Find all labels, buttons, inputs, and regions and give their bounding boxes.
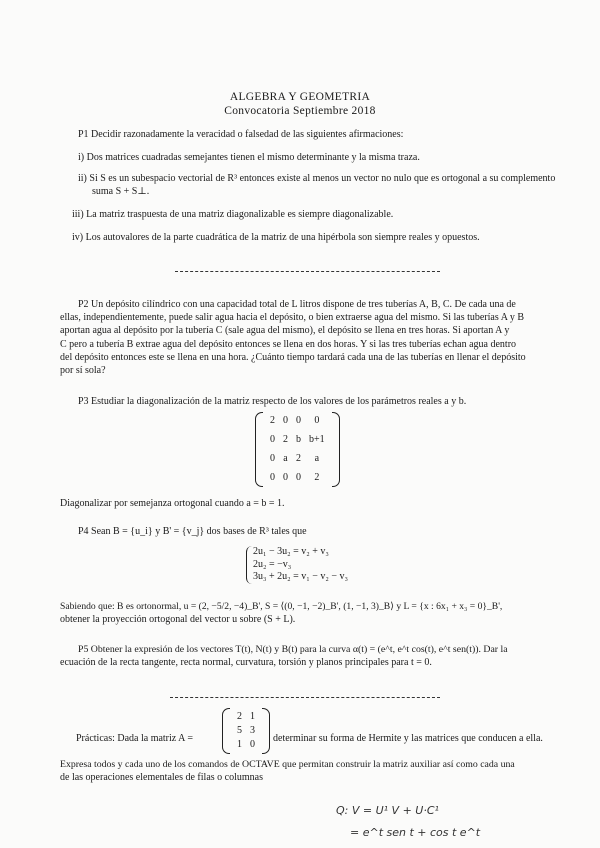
matrix-cell: a: [283, 453, 288, 464]
p3-matrix: [255, 412, 340, 487]
matrix-cell: 2: [283, 434, 288, 445]
matrix-cell: 0: [270, 453, 275, 464]
p2-line: del depósito entonces este se llena en una hora. ¿Cuánto tiempo tardará cada una de las tuberías en llenar el depósito: [60, 351, 526, 363]
matrix-right-paren: [262, 708, 270, 754]
practicas-matrix: [222, 708, 270, 754]
practicas-line2: Expresa todos y cada uno de los comandos de OCTAVE que permitan construir la matriz auxiliar así como cada una: [60, 759, 515, 770]
matrix-cell: 2: [237, 711, 242, 722]
matrix-cell: 2: [296, 453, 301, 464]
matrix-left-paren: [255, 412, 263, 487]
matrix-cell: 1: [250, 711, 255, 722]
p1-item-iii: iii) La matriz traspuesta de una matriz diagonalizable es siempre diagonalizable.: [72, 209, 394, 220]
p5-line2: ecuación de la recta tangente, recta normal, curvatura, torsión y planos principales para t = 0.: [60, 657, 432, 668]
matrix-cell: 1: [237, 739, 242, 750]
p3-matrix-grid: [263, 412, 332, 487]
matrix-cell: 0: [296, 415, 301, 426]
p2-paragraph: [60, 298, 560, 377]
p1-item-ii-cont: suma S + S⊥.: [92, 186, 150, 197]
p3-intro: P3 Estudiar la diagonalización de la matriz respecto de los valores de los parámetros reales a y b.: [78, 396, 467, 407]
exam-title: ALGEBRA Y GEOMETRIA: [229, 91, 371, 103]
p1-intro: P1 Decidir razonadamente la veracidad o falsedad de las siguientes afirmaciones:: [78, 129, 404, 140]
matrix-cell: b: [296, 434, 301, 445]
separator-1: [175, 271, 440, 272]
p1-item-iv: iv) Los autovalores de la parte cuadrática de la matriz de una hipérbola son siempre reales y opuestos.: [72, 232, 480, 243]
p5-line1: P5 Obtener la expresión de los vectores T(t), N(t) y B(t) para la curva α(t) = (e^t, e^t cos(t), e^t sen(t)). Dar la: [78, 644, 508, 655]
p3-outro: Diagonalizar por semejanza ortogonal cuando a = b = 1.: [60, 498, 285, 509]
p4-line2: obtener la proyección ortogonal del vector u sobre (S + L).: [60, 614, 296, 625]
practicas-prefix: Prácticas: Dada la matriz A =: [76, 733, 193, 744]
matrix-cell: 0: [270, 472, 275, 483]
practicas-matrix-grid: [230, 708, 262, 754]
matrix-cell: b+1: [309, 434, 325, 445]
practicas-line3: de las operaciones elementales de filas o columnas: [60, 772, 263, 783]
matrix-left-paren: [222, 708, 230, 754]
matrix-cell: 0: [283, 472, 288, 483]
p2-line: aportan agua al depósito por la tubería C (sale agua del mismo), el depósito se llena en tres horas. Si aportan A y: [60, 325, 510, 337]
p2-line: P2 Un depósito cilíndrico con una capacidad total de L litros dispone de tres tuberías A, B, C. De cada una de: [78, 299, 516, 310]
p4-intro: P4 Sean B = {u_i} y B' = {v_j} dos bases de R³ tales que: [78, 526, 307, 537]
matrix-cell: 0: [250, 739, 255, 750]
p4-line1: Sabiendo que: B es ortonormal, u = (2, −5/2, −4)_B', S = ⟨(0, −1, −2)_B', (1, −1, 3)_B⟩ y L = {x : 6x₁ + x₃ = 0}_B',: [60, 601, 503, 612]
p1-item-ii: ii) Si S es un subespacio vectorial de R³ entonces existe al menos un vector no nulo que es ortogonal a su complemento: [78, 173, 556, 184]
p4-equation: 2u₁ − 3u₂ = v₂ + v₃: [253, 546, 329, 557]
separator-2: [170, 697, 440, 698]
matrix-cell: 0: [314, 415, 320, 426]
p2-line: ellas, independientemente, puede salir agua hacia el depósito, o bien extraerse agua del mismo. Si las tuberías A y B: [60, 312, 525, 324]
practicas-suffix: determinar su forma de Hermite y las matrices que conducen a ella.: [273, 733, 543, 744]
p4-system: [246, 546, 348, 584]
matrix-cell: 3: [250, 725, 255, 736]
matrix-cell: 5: [237, 725, 242, 736]
matrix-cell: 2: [270, 415, 275, 426]
handwritten-note-2: = e^t sen t + cos t e^t: [350, 826, 481, 839]
matrix-cell: 0: [283, 415, 288, 426]
matrix-cell: 0: [296, 472, 301, 483]
p4-equation: 3u₃ + 2u₂ = v₁ − v₂ − v₃: [253, 571, 348, 582]
matrix-cell: 0: [270, 434, 275, 445]
matrix-right-paren: [332, 412, 340, 487]
matrix-cell: a: [314, 453, 320, 464]
handwritten-note-1: Q: V = U¹ V + U·C¹: [336, 804, 439, 817]
exam-subtitle: Convocatoria Septiembre 2018: [224, 105, 376, 117]
p4-equation: 2u₂ = −v₃: [253, 558, 292, 570]
p2-line: C pero a tubería B extrae agua del depósito entonces se llena en dos horas. Y si las tres tuberías echan agua dentro: [60, 338, 517, 350]
p2-line: por sí sola?: [60, 365, 106, 377]
matrix-cell: 2: [314, 472, 320, 483]
p1-item-i: i) Dos matrices cuadradas semejantes tienen el mismo determinante y la misma traza.: [78, 152, 420, 163]
